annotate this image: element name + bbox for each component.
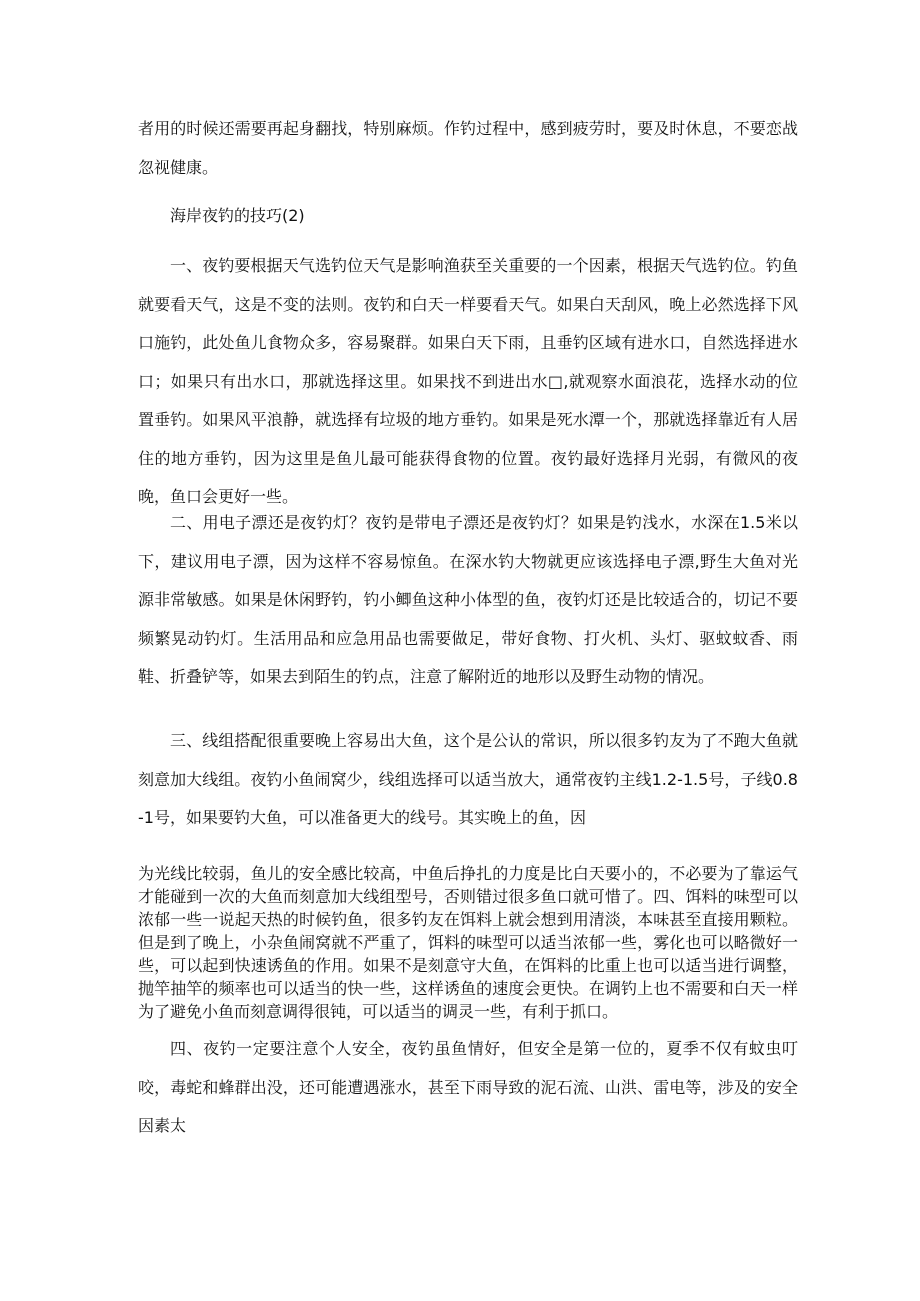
paragraph-bait: 为光线比较弱，鱼儿的安全感比较高，中鱼后挣扎的力度是比白天要小的，不必要为了靠运气才能碰到一次的大鱼而刻意加大线组型号，否则错过很多鱼口就可惜了。四、饵料的味型可以浓郁一些一说起天热的时候钓鱼，很多钓友在饵料上就会想到用清淡，本味甚至直接用颗粒。但是到了晚上，小杂鱼闹窝就不严重了，饵料的味型可以适当浓郁一些，雾化也可以略微好一些，可以起到快速诱鱼的作用。如果不是刻意守大鱼，在饵料的比重上也可以适当进行调整，抛竿抽竿的频率也可以适当的快一些，这样诱鱼的速度会更快。在调钓上也不需要和白天一样为了避免小鱼而刻意调得很钝，可以适当的调灵一些，有利于抓口。	[138, 864, 798, 1021]
paragraph-safety: 四、夜钓一定要注意个人安全，夜钓虽鱼情好，但安全是第一位的，夏季不仅有蚊虫叮咬，毒蛇和蜂群出没，还可能遭遇涨水，甚至下雨导致的泥石流、山洪、雷电等，涉及的安全因素太	[138, 1039, 798, 1135]
paragraph-continuation: 者用的时候还需要再起身翻找，特别麻烦。作钓过程中，感到疲劳时，要及时休息，不要恋战忽视健康。	[138, 119, 798, 177]
section-heading: 海岸夜钓的技巧(2)	[170, 206, 305, 225]
paragraph-line-group: 三、线组搭配很重要晚上容易出大鱼，这个是公认的常识，所以很多钓友为了不跑大鱼就刻意加大线组。夜钓小鱼闹窝少，线组选择可以适当放大，通常夜钓主线1.2-1.5号，子线0.8-1号，如果要钓大鱼，可以准备更大的线号。其实晚上的鱼，因	[138, 731, 798, 827]
paragraph-electronic-float: 二、用电子漂还是夜钓灯？夜钓是带电子漂还是夜钓灯？如果是钓浅水，水深在1.5米以下，建议用电子漂，因为这样不容易惊鱼。在深水钓大物就更应该选择电子漂,野生大鱼对光源非常敏感。如果是休闲野钓，钓小鲫鱼这种小体型的鱼，夜钓灯还是比较适合的，切记不要频繁晃动钓灯。生活用品和应急用品也需要做足，带好食物、打火机、头灯、驱蚊蚊香、雨鞋、折叠铲等，如果去到陌生的钓点，注意了解附近的地形以及野生动物的情况。	[138, 513, 798, 686]
paragraph-weather: 一、夜钓要根据天气选钓位天气是影响渔获至关重要的一个因素，根据天气选钓位。钓鱼就要看天气，这是不变的法则。夜钓和白天一样要看天气。如果白天刮风，晚上必然选择下风口施钓，此处鱼儿食物众多，容易聚群。如果白天下雨，且垂钓区域有进水口，自然选择进水口；如果只有出水口，那就选择这里。如果找不到进出水□,就观察水面浪花，选择水动的位置垂钓。如果风平浪静，就选择有垃圾的地方垂钓。如果是死水潭一个，那就选择靠近有人居住的地方垂钓，因为这里是鱼儿最可能获得食物的位置。夜钓最好选择月光弱，有微风的夜晚，鱼口会更好一些。	[138, 256, 798, 506]
